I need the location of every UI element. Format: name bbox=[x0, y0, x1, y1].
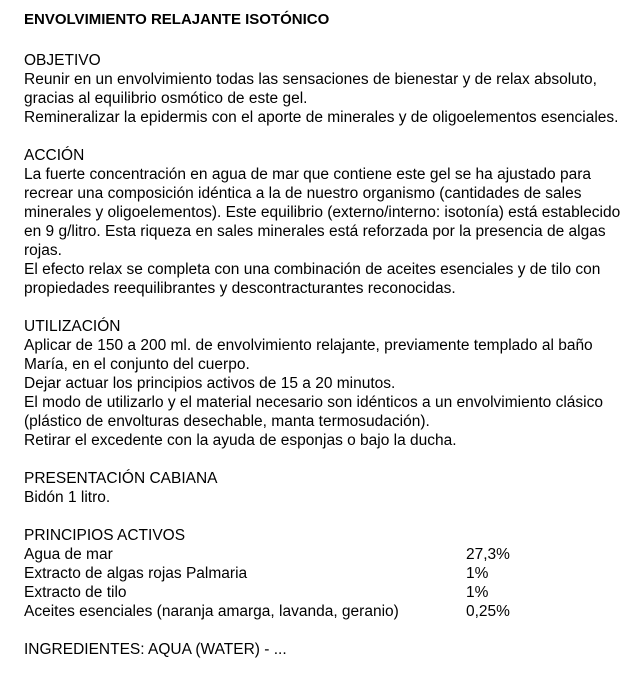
ingredient-percentage: 1% bbox=[466, 565, 489, 582]
section-heading: PRINCIPIOS ACTIVOS bbox=[24, 527, 186, 544]
section-presentacion bbox=[24, 469, 624, 507]
section-objetivo bbox=[24, 51, 624, 127]
section-ingredientes bbox=[24, 640, 624, 659]
section-heading: UTILIZACIÓN bbox=[24, 318, 121, 335]
section-heading: ACCIÓN bbox=[24, 147, 85, 164]
table-row bbox=[24, 545, 624, 564]
paragraph: Aplicar de 150 a 200 ml. de envolvimiento relajante, previamente templado al baño María, en el conjunto del cuerpo. bbox=[24, 337, 593, 373]
paragraph: La fuerte concentración en agua de mar que contiene este gel se ha ajustado para recrear una composición idéntica a la de nuestro organismo (cantidades de sales minerales y oligoelementos). Este equilibrio (externo/interno: isotonía) está establecido en 9 g/litro. Esta riqueza en sales minerales está reforzada por la presencia de algas rojas. bbox=[24, 166, 621, 259]
table-row bbox=[24, 583, 624, 602]
paragraph: Remineralizar la epidermis con el aporte de minerales y de oligoelementos esenciales. bbox=[24, 109, 619, 126]
ingredient-name: Agua de mar bbox=[24, 546, 113, 563]
section-accion bbox=[24, 146, 624, 298]
table-row bbox=[24, 564, 624, 583]
document-title: ENVOLVIMIENTO RELAJANTE ISOTÓNICO bbox=[24, 11, 330, 28]
table-row bbox=[24, 602, 624, 621]
document-page bbox=[24, 8, 624, 678]
ingredient-name: Aceites esenciales (naranja amarga, lavanda, geranio) bbox=[24, 603, 399, 620]
ingredient-name: Extracto de tilo bbox=[24, 584, 127, 601]
paragraph: El modo de utilizarlo y el material necesario son idénticos a un envolvimiento clásico (plástico de envolturas desechable, manta termosudación). bbox=[24, 394, 603, 430]
paragraph: Reunir en un envolvimiento todas las sensaciones de bienestar y de relax absoluto, gracias al equilibrio osmótico de este gel. bbox=[24, 71, 597, 107]
paragraph: Bidón 1 litro. bbox=[24, 489, 111, 506]
ingredient-percentage: 1% bbox=[466, 584, 489, 601]
section-heading: INGREDIENTES: AQUA (WATER) - ... bbox=[24, 641, 287, 658]
ingredient-percentage: 27,3% bbox=[466, 546, 510, 563]
paragraph: Dejar actuar los principios activos de 15 a 20 minutos. bbox=[24, 375, 396, 392]
ingredient-name: Extracto de algas rojas Palmaria bbox=[24, 565, 248, 582]
section-utilizacion bbox=[24, 317, 624, 450]
section-principios-activos bbox=[24, 526, 624, 621]
section-heading: PRESENTACIÓN CABIANA bbox=[24, 470, 218, 487]
ingredients-table bbox=[24, 545, 624, 621]
ingredient-percentage: 0,25% bbox=[466, 603, 510, 620]
section-heading: OBJETIVO bbox=[24, 52, 101, 69]
paragraph: Retirar el excedente con la ayuda de esponjas o bajo la ducha. bbox=[24, 432, 457, 449]
paragraph: El efecto relax se completa con una combinación de aceites esenciales y de tilo con propiedades reequilibrantes y descontracturantes reconocidas. bbox=[24, 261, 601, 297]
